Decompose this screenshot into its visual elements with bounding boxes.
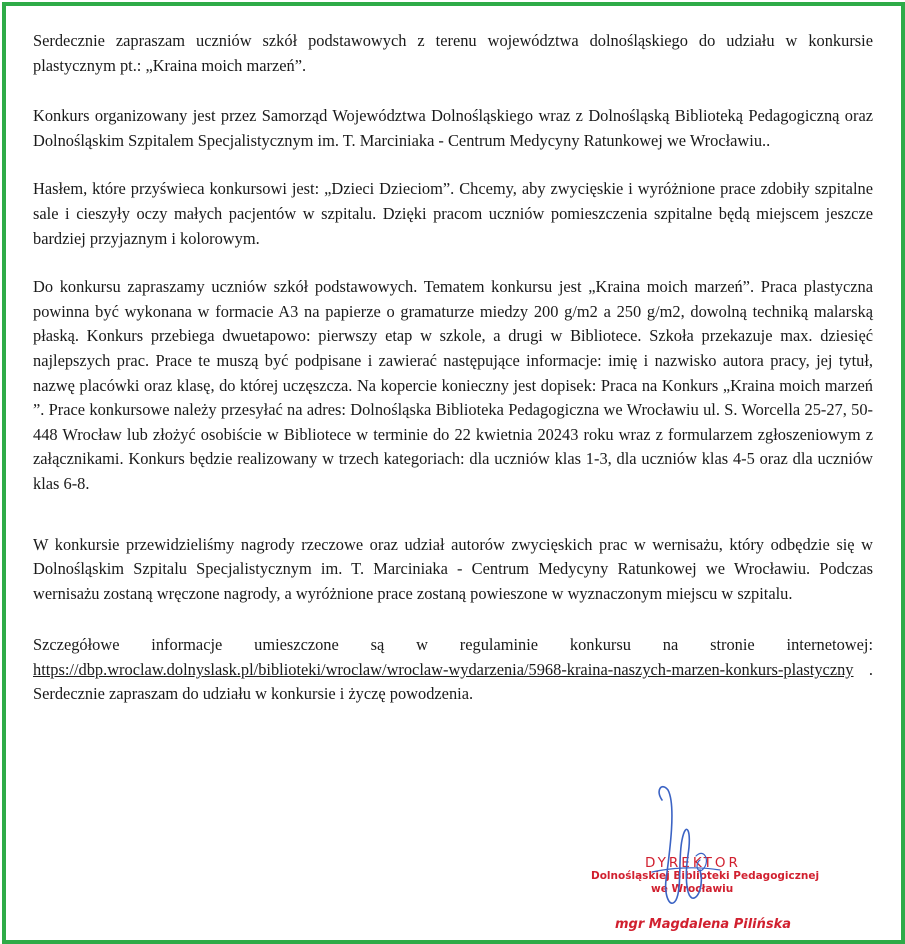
director-stamp xyxy=(585,855,820,932)
regulations-link[interactable]: https://dbp.wroclaw.dolnyslask.pl/biblioteki/wroclaw/wroclaw-wydarzenia/5968-kraina-naszych-marzen-konkurs-plastyczny xyxy=(33,659,854,679)
details-closing-text: . Serdecznie zapraszam do udziału w konkursie i życzę powodzenia. xyxy=(33,659,873,704)
paragraph-details xyxy=(33,633,873,707)
paragraph-prizes: W konkursie przewidzieliśmy nagrody rzeczowe oraz udział autorów zwycięskich prac w wernisażu, który odbędzie się w Dolnośląskim Szpitalu Specjalistycznym im. T. Marciniaka - Centrum Medycyny Ratunkowej we Wrocławiu. Podczas wernisażu zostaną wręczone nagrody, a wyróżnione prace zostaną powieszone w wyznaczonym miejscu w szpitalu. xyxy=(33,534,873,603)
stamp-city: we Wrocławiu xyxy=(651,883,734,895)
stamp-director-name: mgr Magdalena Pilińska xyxy=(615,917,792,932)
paragraph-invitation: Serdecznie zapraszam uczniów szkół podstawowych z terenu województwa dolnośląskiego do udziału w konkursie plastycznym pt.: „Kraina moich marzeń”. xyxy=(33,31,873,75)
paragraph-organizers: Konkurs organizowany jest przez Samorząd Województwa Dolnośląskiego wraz z Dolnośląską Biblioteką Pedagogiczną oraz Dolnośląskim Szpitalem Specjalistycznym im. T. Marciniaka - Centrum Medycyny Ratunkowej we Wrocławiu.. xyxy=(33,106,873,150)
stamp-title: DYREKTOR xyxy=(645,855,741,871)
paragraph-rules: Do konkursu zapraszamy uczniów szkół podstawowych. Tematem konkursu jest „Kraina moich marzeń”. Praca plastyczna powinna być wykonana w formacie A3 na papierze o gramaturze miedzy 200 g/m2 a 250 g/m2, dowolną techniką malarską płaską. Konkurs przebiega dwuetapowo: pierwszy etap w szkole, a drugi w Bibliotece. Szkoła przekazuje max. dziesięć najlepszych prac. Prace te muszą być podpisane i zawierać następujące informacje: imię i nazwisko autora pracy, jej tytuł, nazwę placówki oraz klasę, do której uczęszcza. Na kopercie konieczny jest dopisek: Praca na Konkurs „Kraina moich marzeń ”. Prace konkursowe należy przesyłać na adres: Dolnośląska Biblioteka Pedagogiczna we Wrocławiu ul. S. Worcella 25-27, 50-448 Wrocław lub złożyć osobiście w Bibliotece w terminie do 22 kwietnia 20243 roku wraz z formularzem zgłoszeniowym z załącznikami. Konkurs będzie realizowany w trzech kategoriach: dla uczniów klas 1-3, dla uczniów klas 4-5 oraz dla uczniów klas 6-8. xyxy=(33,277,873,493)
stamp-institution: Dolnośląskiej Biblioteki Pedagogicznej xyxy=(591,870,820,882)
details-intro-text: Szczegółowe informacje umieszczone są w regulaminie konkursu na stronie internetowej: xyxy=(33,635,873,655)
document-frame xyxy=(2,2,905,944)
paragraph-motto: Hasłem, które przyświeca konkursowi jest: „Dzieci Dzieciom”. Chcemy, aby zwycięskie i wyróżnione prace zdobiły szpitalne sale i cieszyły oczy małych pacjentów w szpitalu. Dzięki pracom uczniów pomieszczenia szpitalne będą miejscem jeszcze bardziej przyjaznym i kolorowym. xyxy=(33,179,873,248)
letter-body xyxy=(33,29,873,731)
